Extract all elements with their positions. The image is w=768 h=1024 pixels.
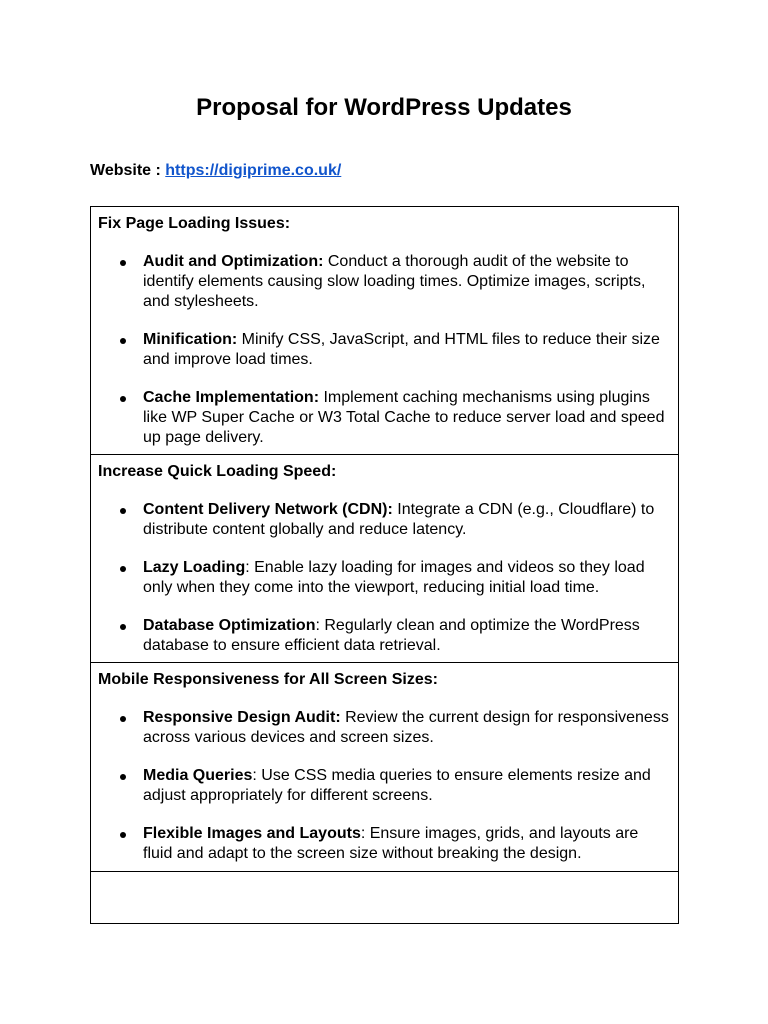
item-lead: Lazy Loading: [143, 559, 246, 576]
item-text: Implement caching mechanisms using plugins like WP Super Cache or W3 Total Cache to reduce server load and speed up page delivery.: [143, 389, 665, 446]
item-text: Integrate a CDN (e.g., Cloudflare) to distribute content globally and reduce latency.: [143, 501, 655, 538]
list-item: [98, 766, 672, 806]
proposal-table: [90, 206, 679, 924]
list-item: [98, 500, 672, 540]
list-item: [98, 708, 672, 748]
bullet-icon: [120, 260, 126, 266]
bullet-list: [98, 500, 672, 656]
section-loading-speed: [91, 454, 678, 662]
bullet-icon: [120, 832, 126, 838]
item-lead: Audit and Optimization:: [143, 253, 324, 270]
item-lead: Content Delivery Network (CDN):: [143, 501, 393, 518]
section-heading: Mobile Responsiveness for All Screen Sizes:: [98, 671, 438, 688]
section-heading: Fix Page Loading Issues:: [98, 215, 291, 232]
item-lead: Cache Implementation:: [143, 389, 320, 406]
list-item: [98, 616, 672, 656]
item-text: Review the current design for responsiveness across various devices and screen sizes.: [143, 709, 669, 746]
item-lead: Flexible Images and Layouts: [143, 825, 361, 842]
item-lead: Media Queries: [143, 767, 253, 784]
section-mobile-responsiveness: [91, 662, 678, 871]
bullet-icon: [120, 774, 126, 780]
website-line: [90, 161, 341, 181]
bullet-icon: [120, 338, 126, 344]
bullet-icon: [120, 508, 126, 514]
list-item: [98, 824, 672, 864]
section-heading: Increase Quick Loading Speed:: [98, 463, 337, 480]
item-lead: Database Optimization: [143, 617, 316, 634]
item-text: : Enable lazy loading for images and videos so they load only when they come into the viewport, reducing initial load time.: [143, 559, 645, 596]
item-text: Conduct a thorough audit of the website to identify elements causing slow loading times. Optimize images, scripts, and stylesheets.: [143, 253, 646, 310]
empty-table-row: [91, 871, 678, 923]
bullet-icon: [120, 566, 126, 572]
list-item: [98, 558, 672, 598]
item-lead: Minification:: [143, 331, 238, 348]
item-text: : Ensure images, grids, and layouts are fluid and adapt to the screen size without breaking the design.: [143, 825, 639, 862]
bullet-icon: [120, 716, 126, 722]
item-text: : Use CSS media queries to ensure elements resize and adjust appropriately for different screens.: [143, 767, 651, 804]
website-label: Website :: [90, 162, 166, 179]
list-item: [98, 388, 672, 448]
item-lead: Responsive Design Audit:: [143, 709, 341, 726]
list-item: [98, 330, 672, 370]
list-item: [98, 252, 672, 312]
website-link[interactable]: https://digiprime.co.uk/: [165, 162, 342, 179]
bullet-list: [98, 708, 672, 864]
bullet-icon: [120, 624, 126, 630]
document-title: Proposal for WordPress Updates: [196, 94, 572, 121]
bullet-icon: [120, 396, 126, 402]
item-text: Minify CSS, JavaScript, and HTML files to reduce their size and improve load times.: [143, 331, 660, 368]
item-text: : Regularly clean and optimize the WordPress database to ensure efficient data retrieval.: [143, 617, 640, 654]
section-page-loading: [91, 207, 678, 454]
bullet-list: [98, 252, 672, 448]
